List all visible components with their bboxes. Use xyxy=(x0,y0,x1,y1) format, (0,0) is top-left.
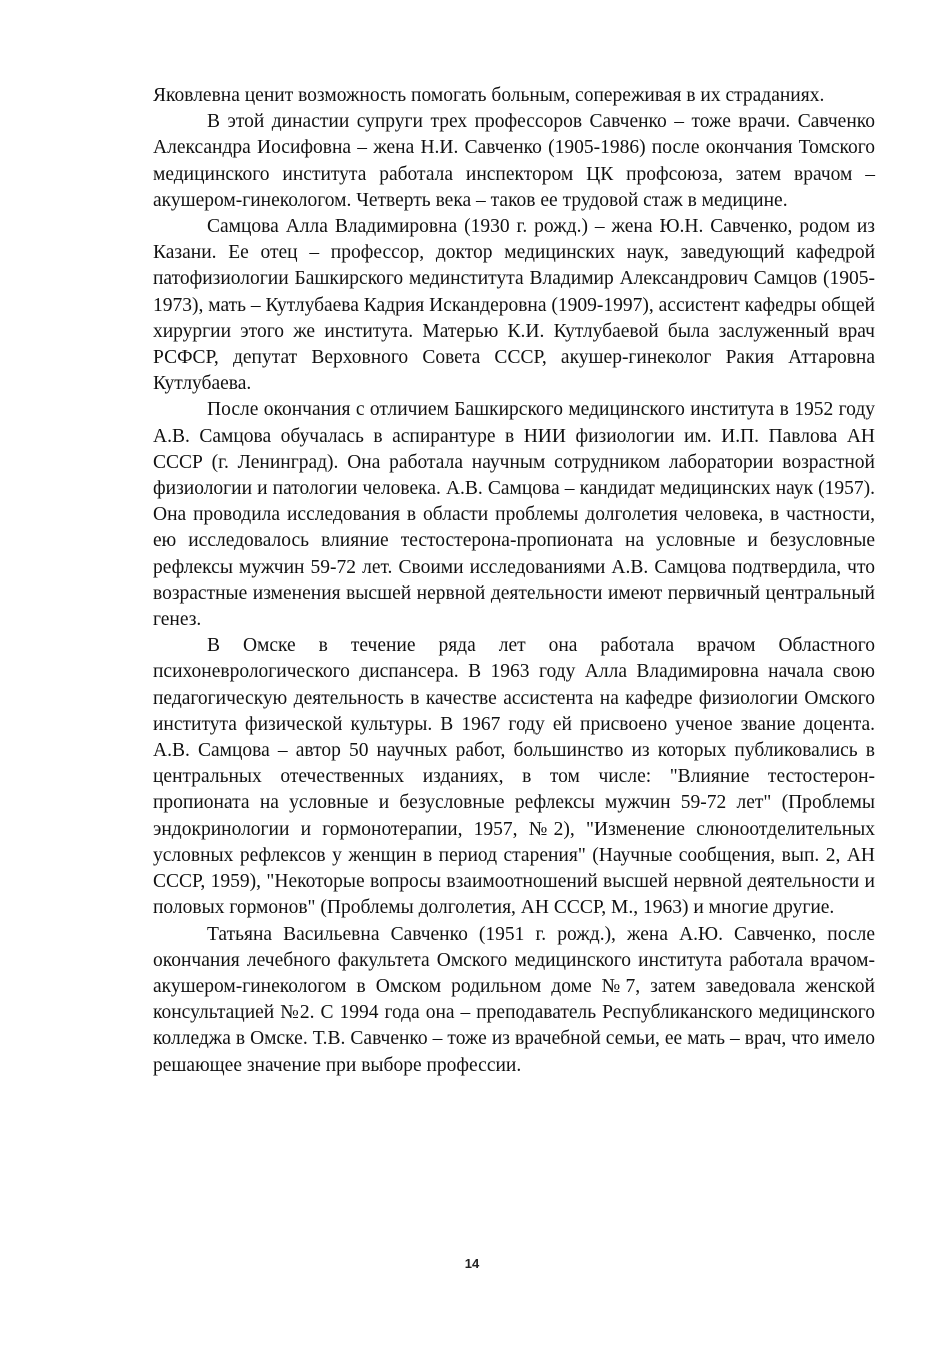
page-number: 14 xyxy=(464,1256,480,1271)
paragraph-samtsova-omsk: В Омске в течение ряда лет она работала врачом Областного психоневрологического диспансера. В 1963 году Алла Владимировна начала свою педагогическую деятельность в качестве ассистента на кафедре физиологии Омского института физической культуры. В 1967 году ей присвоено ученое звание доцента. А.В. Самцова – автор 50 научных работ, большинство из которых публиковались в центральных отечественных изданиях, в том числе: "Влияние тестостерон-пропионата на условные и безусловные рефлексы мужчин 59-72 лет" (Проблемы эндокринологии и гормонотерапии, 1957, №2), "Изменение слюноотделительных условных рефлексов у женщин в период старения" (Научные сообщения, вып. 2, АН СССР, 1959), "Некоторые вопросы взаимоотношений высшей нервной деятельности и половых гормонов" (Проблемы долголетия, АН СССР, М., 1963) и многие другие. xyxy=(153,635,875,919)
paragraph-savchenko-tatyana: Татьяна Васильевна Савченко (1951 г. рожд.), жена А.Ю. Савченко, после окончания лечебного факультета Омского медицинского института работала врачом-акушером-гинекологом в Омском родильном доме №7, затем заведовала женской консультацией №2. С 1994 года она – преподаватель Республиканского медицинского колледжа в Омске. Т.В. Савченко – тоже из врачебной семьи, ее мать – врач, что имело решающее значение при выборе профессии. xyxy=(153,923,875,1076)
paragraph-savchenko-aleksandra: В этой династии супруги трех профессоров Савченко – тоже врачи. Савченко Александра Иосифовна – жена Н.И. Савченко (1905-1986) после окончания Томского медицинского института работала инспектором ЦК профсоюза, затем врачом – акушером-гинекологом. Четверть века – таков ее трудовой стаж в медицине. xyxy=(153,111,875,211)
paragraph-continuation: Яковлевна ценит возможность помогать больным, сопереживая в их страданиях. xyxy=(153,85,825,106)
paragraph-samtsova-research: После окончания с отличием Башкирского медицинского института в 1952 году А.В. Самцова обучалась в аспирантуре в НИИ физиологии им. И.П. Павлова АН СССР (г. Ленинград). Она работала научным сотрудником лаборатории возрастной физиологии и патологии человека. А.В. Самцова – кандидат медицинских наук (1957). Она проводила исследования в области проблемы долголетия человека, в частности, ею исследовалось влияние тестостерона-пропионата на условные и безусловные рефлексы мужчин 59-72 лет. Своими исследованиями А.В. Самцова подтвердила, что возрастные изменения высшей нервной деятельности имеют первичный центральный генез. xyxy=(153,399,875,631)
document-page xyxy=(153,83,875,1079)
paragraph-samtsova-biography: Самцова Алла Владимировна (1930 г. рожд.) – жена Ю.Н. Савченко, родом из Казани. Ее отец – профессор, доктор медицинских наук, заведующий кафедрой патофизиологии Башкирского мединститута Владимир Александрович Самцов (1905-1973), мать – Кутлубаева Кадрия Искандеровна (1909-1997), ассистент кафедры общей хирургии этого же института. Матерью К.И. Кутлубаевой была заслуженный врач РСФСР, депутат Верховного Совета СССР, акушер-гинеколог Ракия Аттаровна Кутлубаева. xyxy=(153,216,875,395)
